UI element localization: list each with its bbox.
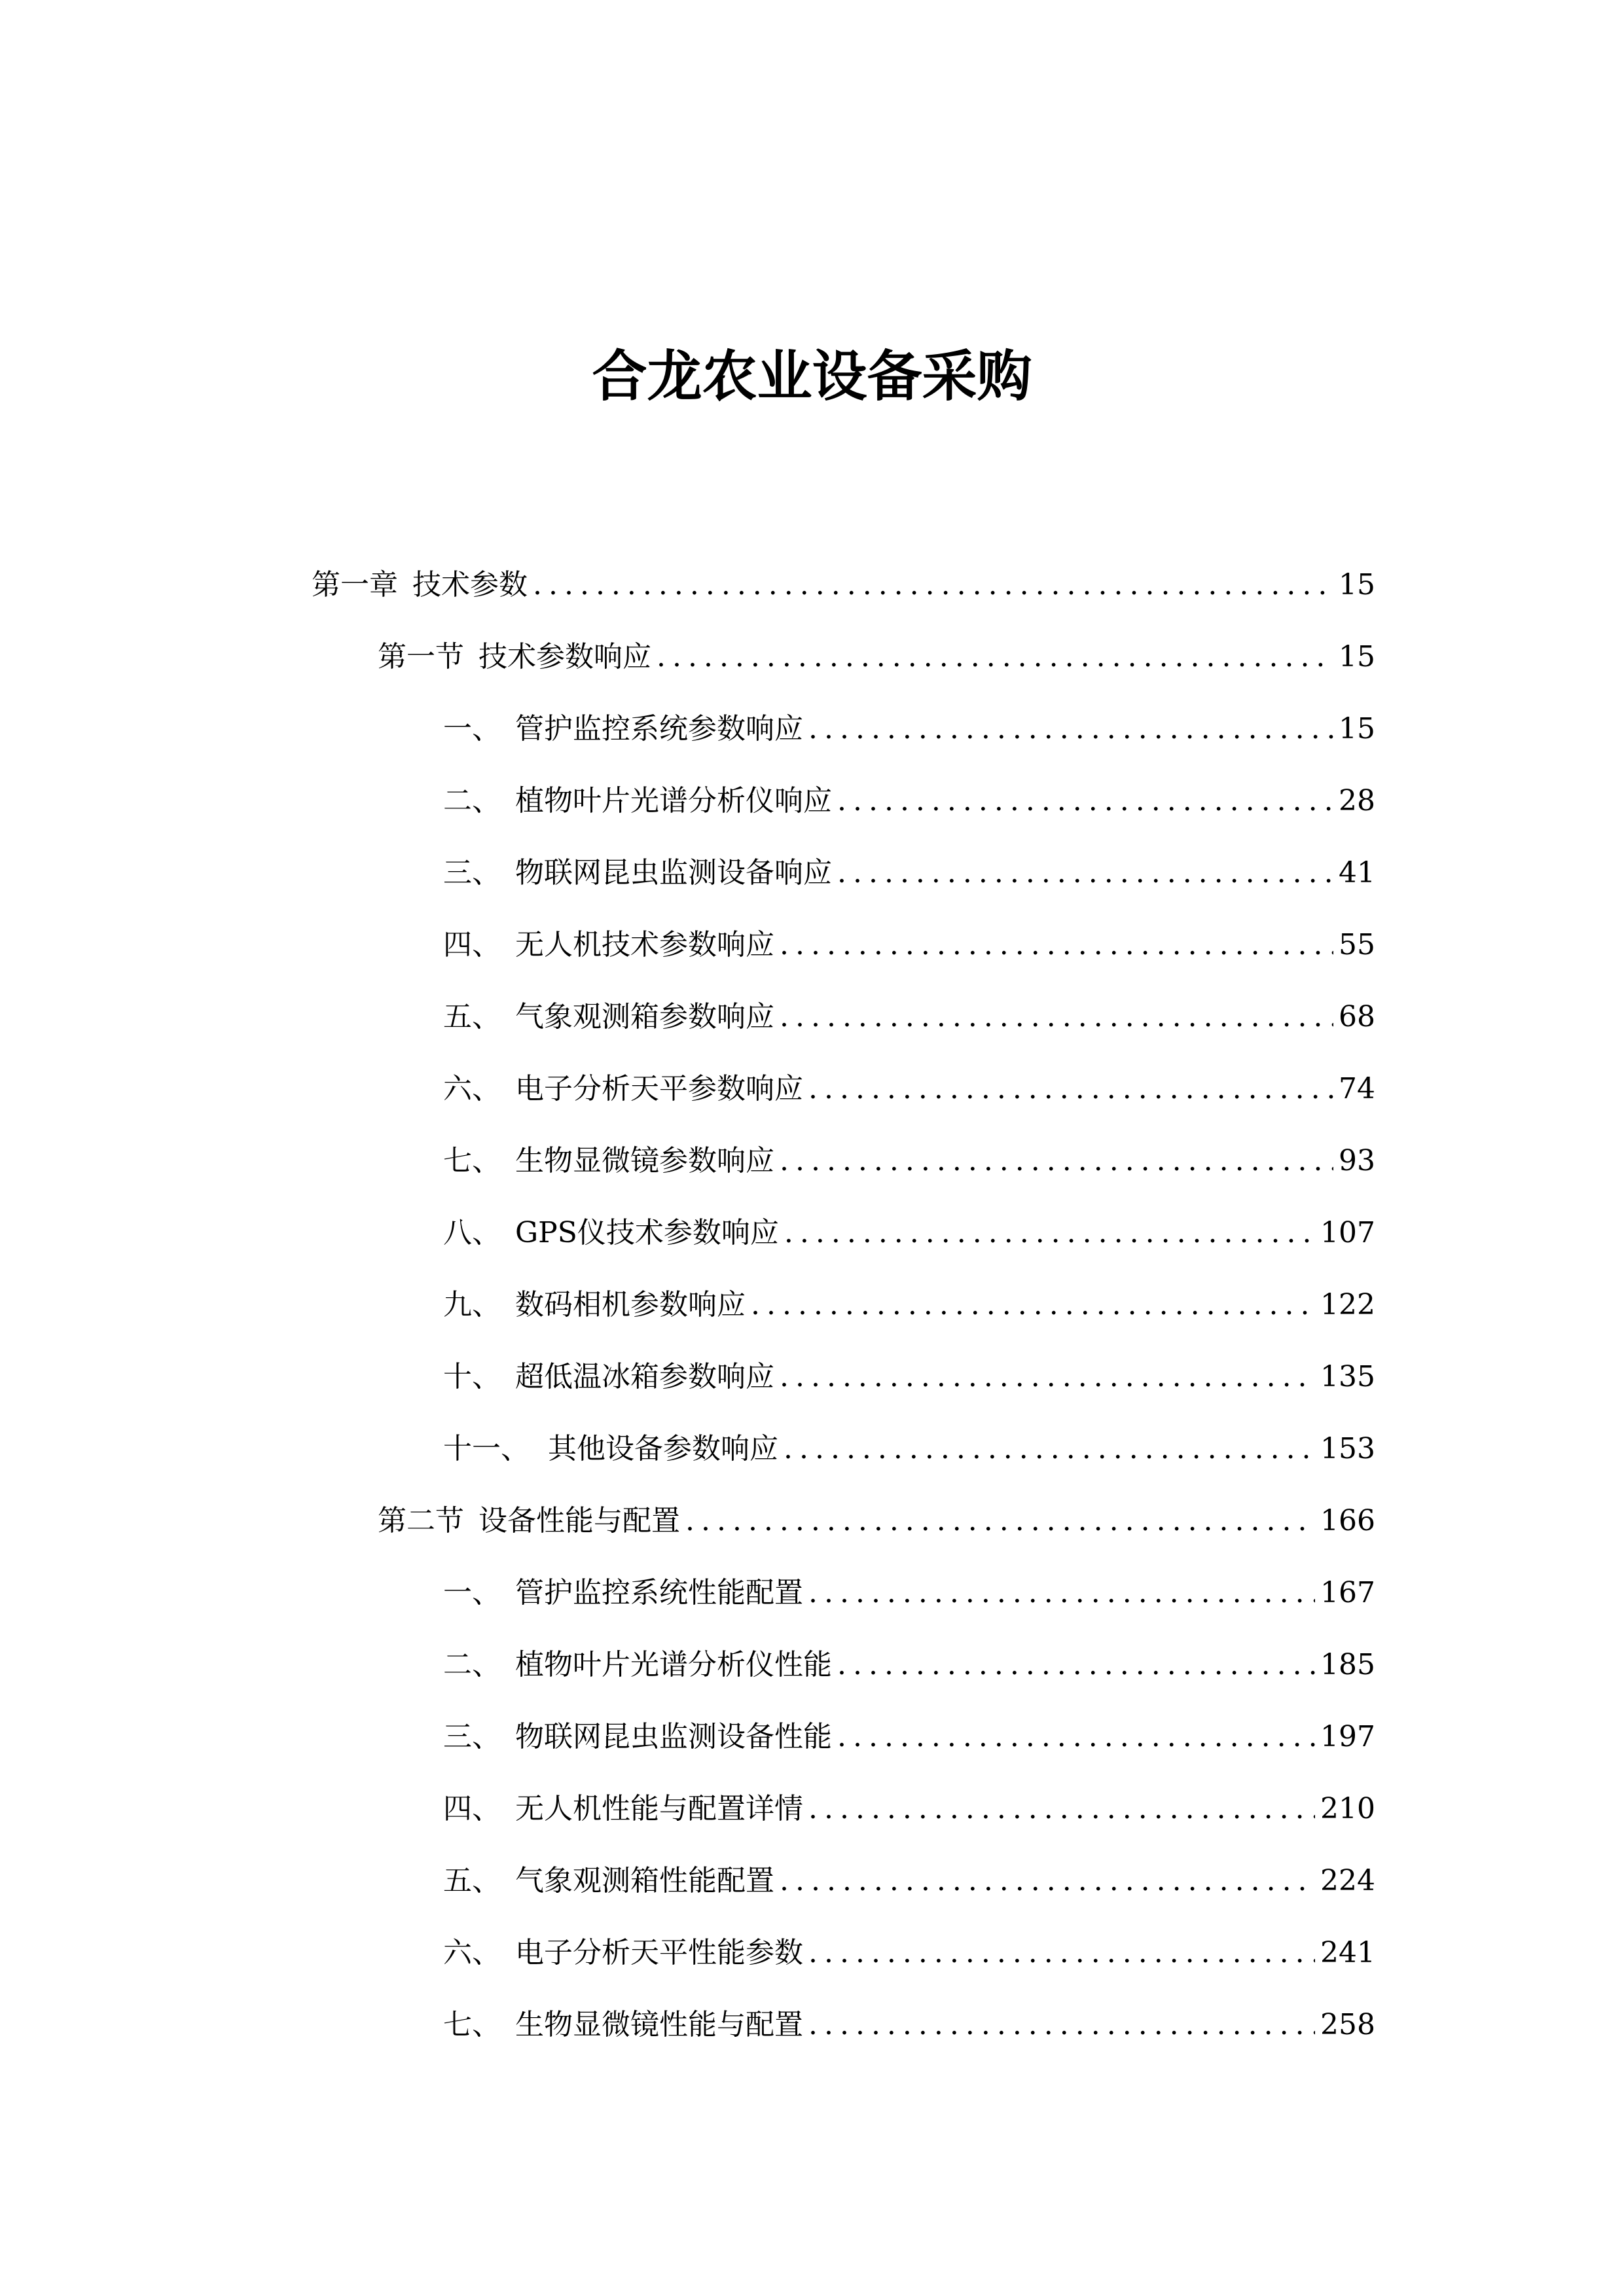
dot-leader	[837, 852, 1333, 894]
toc-entry-page-number: 122	[1320, 1288, 1375, 1321]
toc-entry-label: 电子分析天平性能参数	[515, 1936, 803, 1969]
dot-leader	[780, 924, 1333, 966]
toc-entry[interactable]	[443, 1788, 1375, 1830]
toc-entry-label: 植物叶片光谱分析仪响应	[515, 784, 832, 817]
toc-entry-label: 气象观测箱参数响应	[515, 1000, 774, 1033]
toc-entry-number: 第二节	[378, 1504, 464, 1537]
toc-entry-page-number: 153	[1320, 1432, 1375, 1465]
toc-entry-label: 电子分析天平参数响应	[515, 1072, 803, 1105]
toc-entry-number: 一、	[443, 712, 501, 745]
toc-entry[interactable]	[443, 1860, 1375, 1902]
toc-entry-page-number: 74	[1339, 1072, 1375, 1105]
dot-leader	[808, 1932, 1315, 1974]
dot-leader	[808, 2004, 1315, 2046]
toc-entry-number: 七、	[443, 2008, 501, 2041]
toc-entry-number: 二、	[443, 1648, 501, 1681]
toc-entry-label: 无人机性能与配置详情	[515, 1792, 803, 1825]
toc-entry[interactable]	[443, 1212, 1375, 1254]
toc-entry-label: 生物显微镜参数响应	[515, 1144, 774, 1177]
toc-entry-label: 技术参数响应	[478, 640, 651, 673]
toc-entry-page-number: 55	[1339, 928, 1375, 961]
dot-leader	[780, 1860, 1315, 1902]
toc-entry-number: 第一节	[378, 640, 464, 673]
dot-leader	[837, 1716, 1315, 1758]
toc-entry-label: 技术参数	[412, 568, 528, 601]
dot-leader	[657, 636, 1333, 678]
toc-entry-page-number: 41	[1339, 856, 1375, 889]
toc-entry[interactable]	[443, 852, 1375, 894]
toc-entry-number: 二、	[443, 784, 501, 817]
dot-leader	[780, 1140, 1333, 1182]
toc-entry[interactable]	[312, 564, 1375, 606]
toc-entry-page-number: 258	[1320, 2008, 1375, 2041]
toc-entry-page-number: 15	[1339, 712, 1375, 745]
toc-entry-number: 九、	[443, 1288, 501, 1321]
dot-leader	[533, 564, 1333, 606]
toc-entry[interactable]	[443, 1428, 1375, 1470]
dot-leader	[808, 708, 1333, 750]
toc-entry-label: 其他设备参数响应	[548, 1432, 778, 1465]
toc-entry-label: 无人机技术参数响应	[515, 928, 774, 961]
dot-leader	[780, 1356, 1315, 1398]
dot-leader	[685, 1500, 1315, 1542]
toc-entry-label: 管护监控系统性能配置	[515, 1576, 803, 1609]
toc-entry-number: 四、	[443, 928, 501, 961]
toc-entry-label: 超低温冰箱参数响应	[515, 1360, 774, 1393]
dot-leader	[837, 1644, 1315, 1686]
toc-entry-label: 管护监控系统参数响应	[515, 712, 803, 745]
toc-entry[interactable]	[443, 996, 1375, 1038]
toc-entry-number: 三、	[443, 1720, 501, 1753]
toc-entry[interactable]	[443, 780, 1375, 822]
toc-entry[interactable]	[378, 636, 1375, 678]
toc-entry-label: 生物显微镜性能与配置	[515, 2008, 803, 2041]
toc-entry-page-number: 93	[1339, 1144, 1375, 1177]
dot-leader	[808, 1572, 1315, 1614]
toc-entry-page-number: 15	[1339, 640, 1375, 673]
toc-entry-number: 五、	[443, 1000, 501, 1033]
toc-entry[interactable]	[443, 708, 1375, 750]
toc-entry-number: 八、	[443, 1216, 501, 1249]
toc-entry-page-number: 107	[1320, 1216, 1375, 1249]
toc-entry-page-number: 185	[1320, 1648, 1375, 1681]
dot-leader	[751, 1284, 1315, 1326]
toc-entry-page-number: 166	[1320, 1504, 1375, 1537]
toc-entry-page-number: 167	[1320, 1576, 1375, 1609]
toc-entry[interactable]	[443, 1068, 1375, 1110]
toc-entry-label: 数码相机参数响应	[515, 1288, 746, 1321]
toc-entry-number: 一、	[443, 1576, 501, 1609]
toc-entry-label: 植物叶片光谱分析仪性能	[515, 1648, 832, 1681]
toc-entry-number: 七、	[443, 1144, 501, 1177]
toc-entry-number: 十一、	[443, 1432, 530, 1465]
toc-entry[interactable]	[443, 1572, 1375, 1614]
toc-entry[interactable]	[443, 1356, 1375, 1398]
toc-entry-label: 物联网昆虫监测设备性能	[515, 1720, 832, 1753]
toc-entry[interactable]	[443, 1716, 1375, 1758]
toc-entry-number: 第一章	[312, 568, 398, 601]
dot-leader	[780, 996, 1333, 1038]
toc-entry[interactable]	[378, 1500, 1375, 1542]
toc-entry-label: 气象观测箱性能配置	[515, 1864, 774, 1897]
toc-entry-number: 十、	[443, 1360, 501, 1393]
dot-leader	[784, 1428, 1315, 1470]
toc-entry-label: 物联网昆虫监测设备响应	[515, 856, 832, 889]
toc-entry-page-number: 241	[1320, 1936, 1375, 1969]
toc-entry-page-number: 135	[1320, 1360, 1375, 1393]
toc-entry-number: 六、	[443, 1936, 501, 1969]
toc-entry-number: 三、	[443, 856, 501, 889]
toc-entry-label: GPS仪技术参数响应	[515, 1216, 779, 1249]
toc-entry-page-number: 224	[1320, 1864, 1375, 1897]
toc-entry-page-number: 15	[1339, 568, 1375, 601]
toc-entry-number: 六、	[443, 1072, 501, 1105]
dot-leader	[837, 780, 1333, 822]
dot-leader	[808, 1788, 1315, 1830]
document-title: 合龙农业设备采购	[592, 344, 1032, 408]
toc-entry-number: 四、	[443, 1792, 501, 1825]
toc-entry[interactable]	[443, 1140, 1375, 1182]
toc-entry-label: 设备性能与配置	[478, 1504, 680, 1537]
toc-entry-number: 五、	[443, 1864, 501, 1897]
toc-entry-page-number: 197	[1320, 1720, 1375, 1753]
dot-leader	[784, 1212, 1315, 1254]
toc-entry[interactable]	[443, 1284, 1375, 1326]
toc-entry[interactable]	[443, 924, 1375, 966]
toc-entry[interactable]	[443, 1644, 1375, 1686]
toc-entry[interactable]	[443, 2004, 1375, 2046]
toc-entry[interactable]	[443, 1932, 1375, 1974]
dot-leader	[808, 1068, 1333, 1110]
toc-entry-page-number: 210	[1320, 1792, 1375, 1825]
toc-entry-page-number: 28	[1339, 784, 1375, 817]
toc-entry-page-number: 68	[1339, 1000, 1375, 1033]
